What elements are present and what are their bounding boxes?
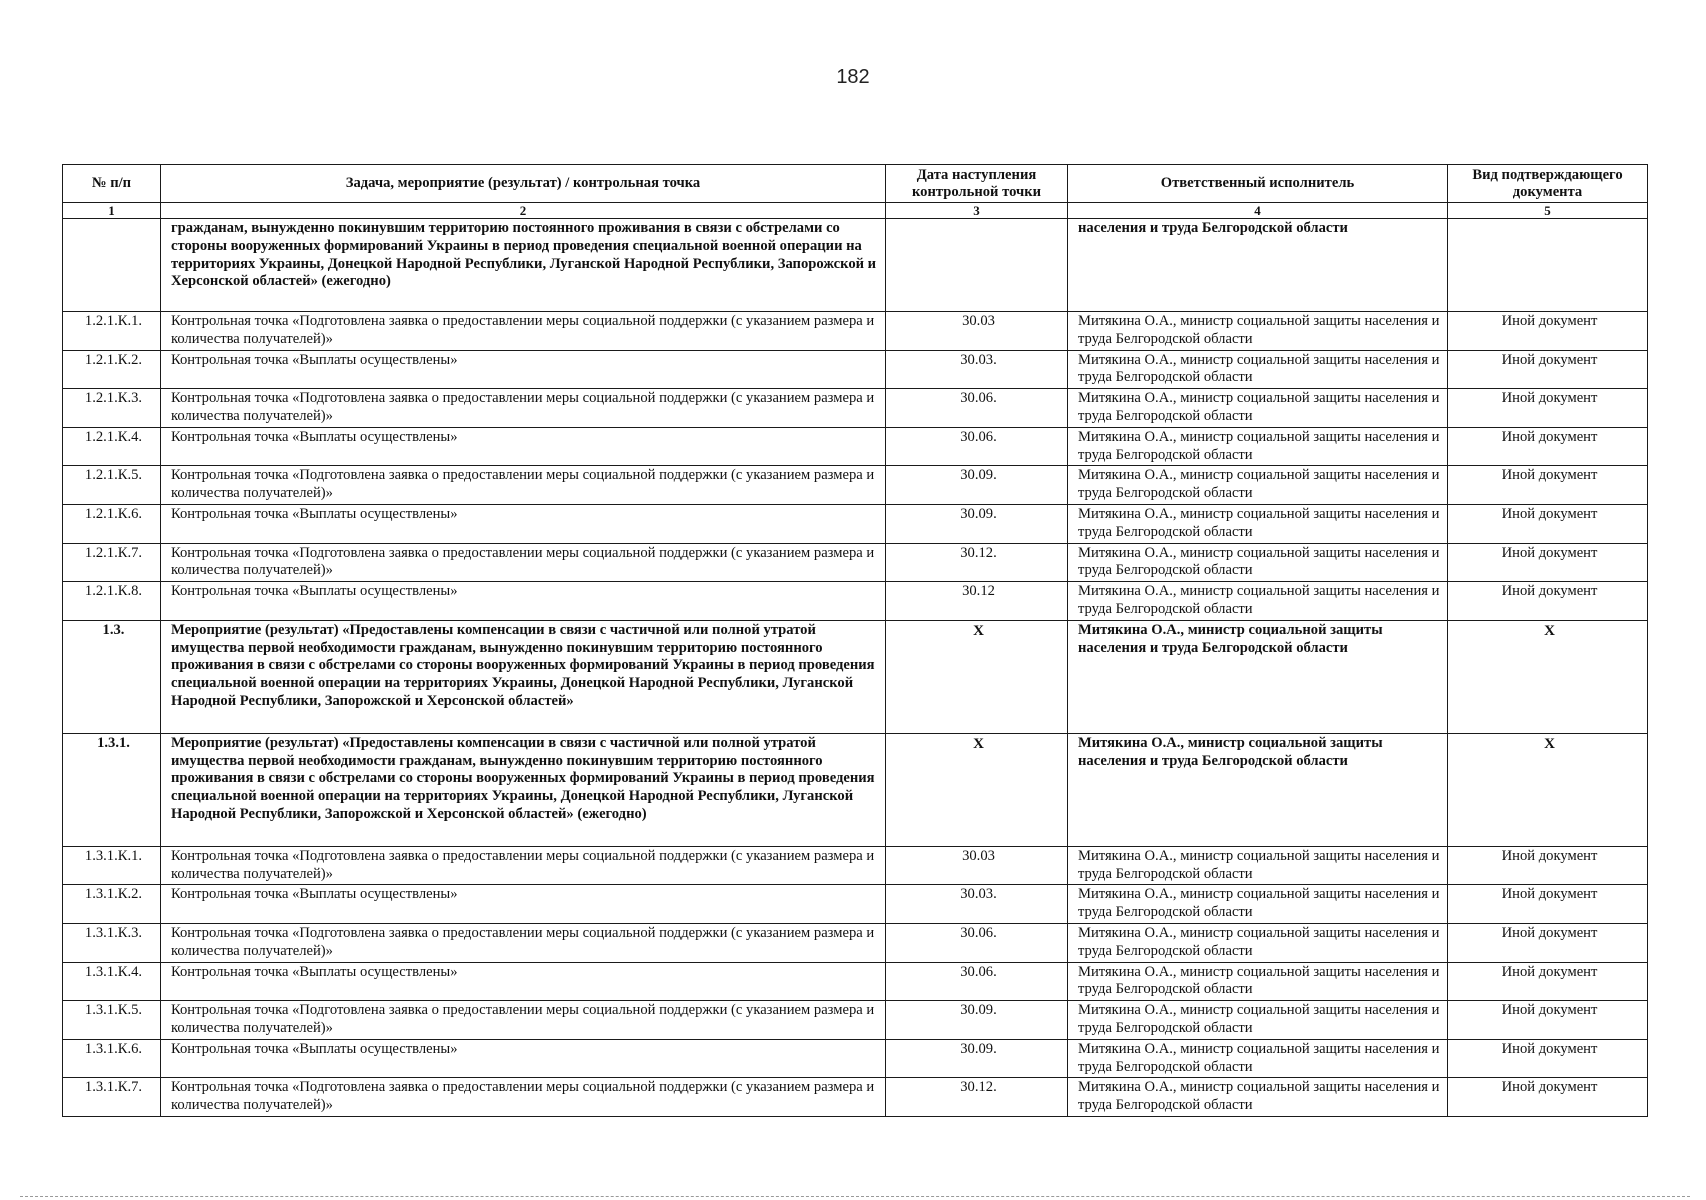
cell-responsible: Митякина О.А., министр социальной защиты населения и труда Белгородской области <box>1068 312 1448 351</box>
cell-task: Контрольная точка «Выплаты осуществлены» <box>161 427 886 466</box>
cell-date: 30.09. <box>886 1001 1068 1040</box>
cell-responsible: Митякина О.А., министр социальной защиты населения и труда Белгородской области <box>1068 1001 1448 1040</box>
page-bottom-rule <box>20 1196 1690 1199</box>
cell-document: Иной документ <box>1448 466 1648 505</box>
cell-responsible: Митякина О.А., министр социальной защиты населения и труда Белгородской области <box>1068 1078 1448 1117</box>
header-date: Дата наступления контрольной точки <box>886 165 1068 203</box>
cell-date: 30.12 <box>886 582 1068 621</box>
cell-document: Х <box>1448 733 1648 846</box>
cell-number: 1.2.1.К.2. <box>63 350 161 389</box>
cell-number <box>63 219 161 312</box>
cell-document: Иной документ <box>1448 427 1648 466</box>
cell-document: Иной документ <box>1448 543 1648 582</box>
table-row <box>63 1039 1648 1078</box>
cell-document: Х <box>1448 620 1648 733</box>
cell-document: Иной документ <box>1448 312 1648 351</box>
table-body <box>63 219 1648 1117</box>
cell-number: 1.2.1.К.3. <box>63 389 161 428</box>
cell-task: гражданам, вынужденно покинувшим территорию постоянного проживания в связи с обстрелами со стороны вооруженных формирований Украины в период проведения специальной военной операции на территориях Украины, Донецкой Народной Республики, Луганской Народной Республики, Запорожской и Херсонской областей» (ежегодно) <box>161 219 886 312</box>
control-points-table <box>62 164 1648 1117</box>
table-row <box>63 350 1648 389</box>
cell-date: 30.06. <box>886 923 1068 962</box>
header-task: Задача, мероприятие (результат) / контрольная точка <box>161 165 886 203</box>
cell-task: Контрольная точка «Подготовлена заявка о предоставлении меры социальной поддержки (с указанием размера и количества получателей)» <box>161 1078 886 1117</box>
cell-task: Контрольная точка «Подготовлена заявка о предоставлении меры социальной поддержки (с указанием размера и количества получателей)» <box>161 389 886 428</box>
cell-date: 30.12. <box>886 543 1068 582</box>
cell-responsible: Митякина О.А., министр социальной защиты населения и труда Белгородской области <box>1068 846 1448 885</box>
cell-number: 1.3.1.К.4. <box>63 962 161 1001</box>
cell-responsible: Митякина О.А., министр социальной защиты населения и труда Белгородской области <box>1068 389 1448 428</box>
header-number: № п/п <box>63 165 161 203</box>
table-row <box>63 923 1648 962</box>
table-row <box>63 582 1648 621</box>
cell-date: 30.06. <box>886 389 1068 428</box>
cell-date: Х <box>886 733 1068 846</box>
cell-document: Иной документ <box>1448 923 1648 962</box>
cell-task: Контрольная точка «Выплаты осуществлены» <box>161 504 886 543</box>
column-numbers-row <box>63 203 1648 219</box>
cell-document: Иной документ <box>1448 1039 1648 1078</box>
cell-number: 1.2.1.К.8. <box>63 582 161 621</box>
cell-task: Контрольная точка «Выплаты осуществлены» <box>161 582 886 621</box>
cell-responsible: Митякина О.А., министр социальной защиты населения и труда Белгородской области <box>1068 466 1448 505</box>
header-responsible: Ответственный исполнитель <box>1068 165 1448 203</box>
table-row <box>63 504 1648 543</box>
cell-date: 30.03. <box>886 350 1068 389</box>
page-number: 182 <box>836 66 870 88</box>
cell-number: 1.2.1.К.1. <box>63 312 161 351</box>
cell-date: 30.06. <box>886 427 1068 466</box>
cell-task: Мероприятие (результат) «Предоставлены компенсации в связи с частичной или полной утратой имущества первой необходимости гражданам, вынужденно покинувшим территорию постоянного проживания в связи с обстрелами со стороны вооруженных формирований Украины в период проведения специальной военной операции на территориях Украины, Донецкой Народной Республики, Луганской Народной Республики, Запорожской и Херсонской областей» (ежегодно) <box>161 733 886 846</box>
cell-date: 30.12. <box>886 1078 1068 1117</box>
cell-date: 30.09. <box>886 504 1068 543</box>
cell-responsible: Митякина О.А., министр социальной защиты населения и труда Белгородской области <box>1068 620 1448 733</box>
table-row <box>63 1078 1648 1117</box>
cell-number: 1.2.1.К.4. <box>63 427 161 466</box>
table-row <box>63 962 1648 1001</box>
cell-date: 30.09. <box>886 466 1068 505</box>
cell-number: 1.3.1. <box>63 733 161 846</box>
cell-date: 30.03 <box>886 846 1068 885</box>
cell-number: 1.3.1.К.1. <box>63 846 161 885</box>
cell-date: 30.06. <box>886 962 1068 1001</box>
cell-document: Иной документ <box>1448 885 1648 924</box>
cell-document: Иной документ <box>1448 962 1648 1001</box>
section-row <box>63 620 1648 733</box>
cell-responsible: Митякина О.А., министр социальной защиты населения и труда Белгородской области <box>1068 543 1448 582</box>
cell-responsible: Митякина О.А., министр социальной защиты населения и труда Белгородской области <box>1068 923 1448 962</box>
header-document: Вид подтверждающего документа <box>1448 165 1648 203</box>
cell-number: 1.3. <box>63 620 161 733</box>
table-row <box>63 312 1648 351</box>
column-number: 3 <box>886 203 1068 219</box>
cell-date: Х <box>886 620 1068 733</box>
cell-number: 1.3.1.К.2. <box>63 885 161 924</box>
cell-task: Мероприятие (результат) «Предоставлены компенсации в связи с частичной или полной утратой имущества первой необходимости гражданам, вынужденно покинувшим территорию постоянного проживания в связи с обстрелами со стороны вооруженных формирований Украины в период проведения специальной военной операции на территориях Украины, Донецкой Народной Республики, Луганской Народной Республики, Запорожской и Херсонской областей» <box>161 620 886 733</box>
cell-number: 1.3.1.К.3. <box>63 923 161 962</box>
cell-number: 1.3.1.К.6. <box>63 1039 161 1078</box>
cell-task: Контрольная точка «Подготовлена заявка о предоставлении меры социальной поддержки (с указанием размера и количества получателей)» <box>161 543 886 582</box>
table-row <box>63 846 1648 885</box>
cell-document: Иной документ <box>1448 504 1648 543</box>
table-row <box>63 1001 1648 1040</box>
cell-number: 1.3.1.К.5. <box>63 1001 161 1040</box>
cell-document <box>1448 219 1648 312</box>
cell-task: Контрольная точка «Выплаты осуществлены» <box>161 1039 886 1078</box>
cell-task: Контрольная точка «Подготовлена заявка о предоставлении меры социальной поддержки (с указанием размера и количества получателей)» <box>161 846 886 885</box>
cell-document: Иной документ <box>1448 846 1648 885</box>
cell-task: Контрольная точка «Подготовлена заявка о предоставлении меры социальной поддержки (с указанием размера и количества получателей)» <box>161 923 886 962</box>
column-number: 2 <box>161 203 886 219</box>
table-row <box>63 427 1648 466</box>
cell-responsible: Митякина О.А., министр социальной защиты населения и труда Белгородской области <box>1068 350 1448 389</box>
cell-responsible: Митякина О.А., министр социальной защиты населения и труда Белгородской области <box>1068 582 1448 621</box>
section-row <box>63 733 1648 846</box>
cell-responsible: Митякина О.А., министр социальной защиты населения и труда Белгородской области <box>1068 962 1448 1001</box>
cell-number: 1.3.1.К.7. <box>63 1078 161 1117</box>
cell-document: Иной документ <box>1448 350 1648 389</box>
cell-date <box>886 219 1068 312</box>
cell-responsible: Митякина О.А., министр социальной защиты населения и труда Белгородской области <box>1068 504 1448 543</box>
cell-responsible: Митякина О.А., министр социальной защиты населения и труда Белгородской области <box>1068 733 1448 846</box>
cell-number: 1.2.1.К.5. <box>63 466 161 505</box>
cell-task: Контрольная точка «Подготовлена заявка о предоставлении меры социальной поддержки (с указанием размера и количества получателей)» <box>161 312 886 351</box>
table-row <box>63 389 1648 428</box>
cell-task: Контрольная точка «Выплаты осуществлены» <box>161 885 886 924</box>
cell-responsible: Митякина О.А., министр социальной защиты населения и труда Белгородской области <box>1068 885 1448 924</box>
cell-document: Иной документ <box>1448 389 1648 428</box>
cell-date: 30.09. <box>886 1039 1068 1078</box>
cell-task: Контрольная точка «Выплаты осуществлены» <box>161 962 886 1001</box>
table-row <box>63 466 1648 505</box>
table-row <box>63 885 1648 924</box>
column-number: 4 <box>1068 203 1448 219</box>
column-number: 1 <box>63 203 161 219</box>
cell-date: 30.03 <box>886 312 1068 351</box>
cell-document: Иной документ <box>1448 1001 1648 1040</box>
cell-responsible: Митякина О.А., министр социальной защиты населения и труда Белгородской области <box>1068 1039 1448 1078</box>
table-header-row <box>63 165 1648 203</box>
cell-task: Контрольная точка «Выплаты осуществлены» <box>161 350 886 389</box>
table-row <box>63 543 1648 582</box>
cell-number: 1.2.1.К.6. <box>63 504 161 543</box>
cell-date: 30.03. <box>886 885 1068 924</box>
cell-document: Иной документ <box>1448 1078 1648 1117</box>
column-number: 5 <box>1448 203 1648 219</box>
cell-responsible: Митякина О.А., министр социальной защиты населения и труда Белгородской области <box>1068 427 1448 466</box>
cell-task: Контрольная точка «Подготовлена заявка о предоставлении меры социальной поддержки (с указанием размера и количества получателей)» <box>161 466 886 505</box>
continuation-row <box>63 219 1648 312</box>
cell-responsible: населения и труда Белгородской области <box>1068 219 1448 312</box>
cell-number: 1.2.1.К.7. <box>63 543 161 582</box>
cell-document: Иной документ <box>1448 582 1648 621</box>
cell-task: Контрольная точка «Подготовлена заявка о предоставлении меры социальной поддержки (с указанием размера и количества получателей)» <box>161 1001 886 1040</box>
